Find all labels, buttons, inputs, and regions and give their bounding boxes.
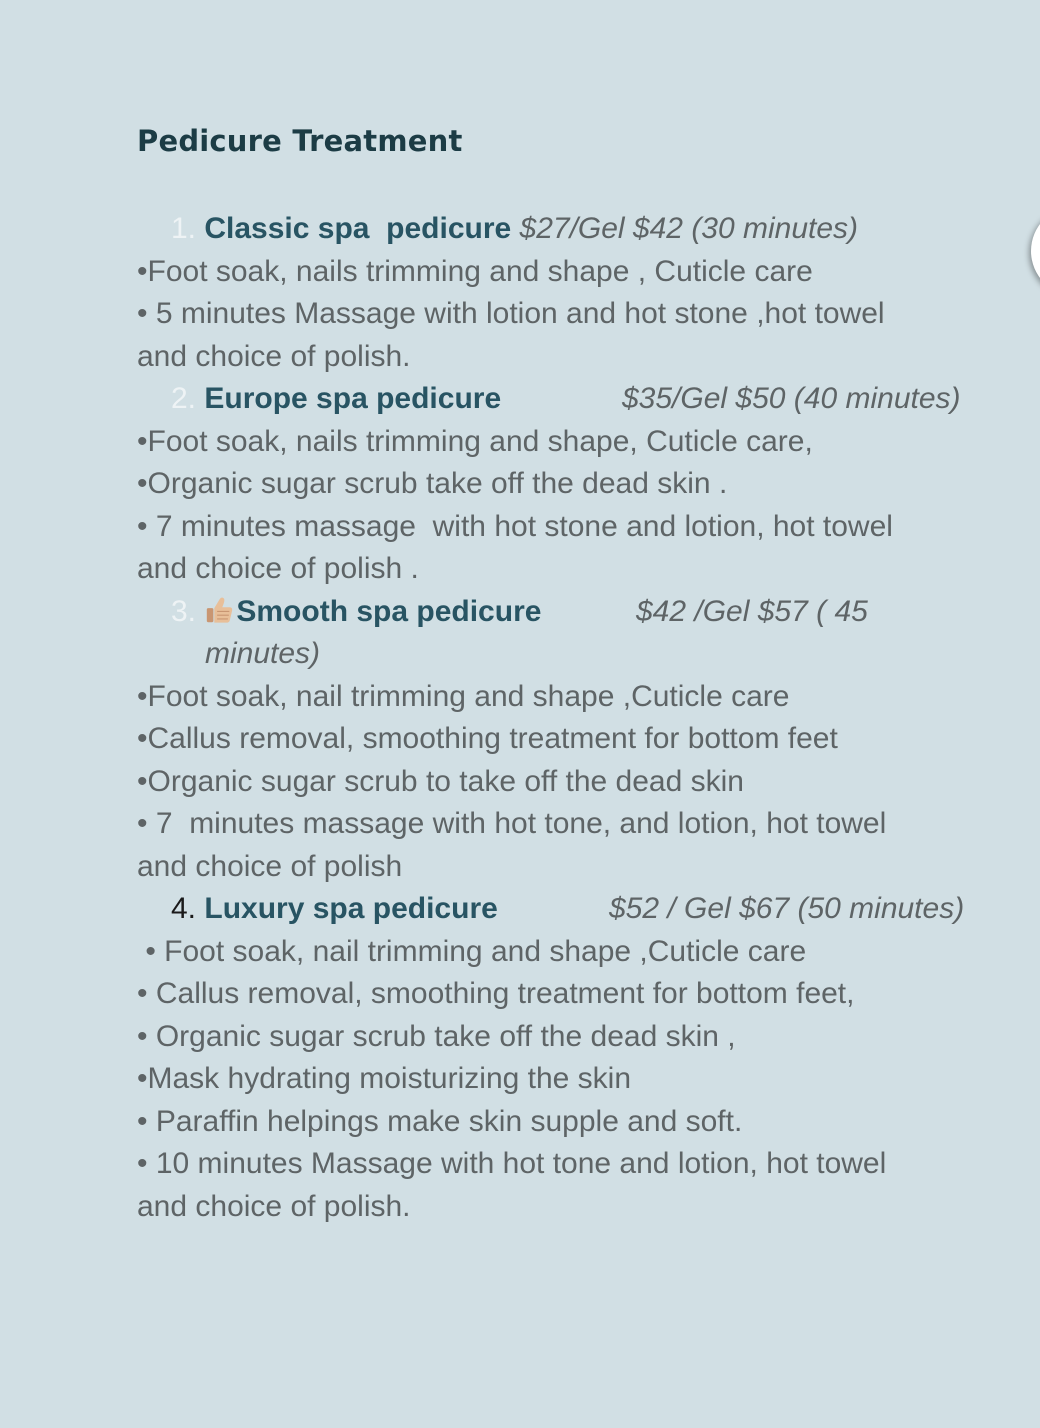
treatment-price-continued: minutes) bbox=[205, 637, 321, 670]
treatment-detail: •Organic sugar scrub to take off the dead skin bbox=[137, 764, 744, 798]
treatment-name: Luxury spa pedicure bbox=[204, 892, 498, 925]
treatment-name: Smooth spa pedicure bbox=[236, 594, 542, 628]
thumbs-up-icon bbox=[204, 595, 234, 625]
treatment-number: 4. bbox=[171, 892, 197, 925]
treatment-title-luxury bbox=[137, 888, 1017, 931]
treatment-detail: • 7 minutes massage with hot tone, and lotion, hot towel bbox=[137, 807, 887, 840]
treatment-title-classic bbox=[137, 208, 1017, 251]
treatment-detail: •Mask hydrating moisturizing the skin bbox=[137, 1062, 632, 1095]
page-title: Pedicure Treatment bbox=[137, 124, 463, 158]
treatment-price: $27/Gel $42 (30 minutes) bbox=[511, 212, 859, 245]
treatment-number: 3. bbox=[171, 594, 197, 628]
treatment-detail: • Organic sugar scrub take off the dead skin , bbox=[137, 1019, 736, 1053]
treatment-price: $42 /Gel $57 ( 45 bbox=[636, 594, 868, 628]
treatment-detail: • 7 minutes massage with hot stone and lotion, hot towel bbox=[137, 509, 893, 543]
treatment-detail: •Foot soak, nails trimming and shape, Cuticle care, bbox=[137, 424, 813, 458]
floating-action-button[interactable] bbox=[1031, 206, 1040, 296]
treatment-title-smooth bbox=[137, 591, 1017, 634]
treatment-detail: and choice of polish. bbox=[137, 339, 411, 373]
treatment-detail: and choice of polish . bbox=[137, 552, 419, 585]
treatment-detail: • 5 minutes Massage with lotion and hot stone ,hot towel bbox=[137, 297, 885, 330]
treatment-price: $52 / Gel $67 (50 minutes) bbox=[609, 892, 965, 925]
treatment-number: 1. bbox=[171, 212, 197, 245]
treatment-name: Europe spa pedicure bbox=[204, 382, 502, 415]
treatment-detail: • Callus removal, smoothing treatment for bottom feet, bbox=[137, 977, 855, 1010]
treatment-detail: • Foot soak, nail trimming and shape ,Cuticle care bbox=[137, 934, 807, 968]
treatment-detail: •Callus removal, smoothing treatment for bottom feet bbox=[137, 722, 838, 755]
treatment-title-europe bbox=[137, 378, 1017, 421]
treatment-name: Classic spa pedicure bbox=[204, 212, 512, 245]
treatment-detail: •Organic sugar scrub take off the dead skin . bbox=[137, 467, 728, 500]
treatment-detail: • Paraffin helpings make skin supple and soft. bbox=[137, 1104, 743, 1138]
treatment-detail: and choice of polish. bbox=[137, 1189, 411, 1223]
treatment-detail: •Foot soak, nail trimming and shape ,Cuticle care bbox=[137, 679, 790, 713]
treatment-detail: •Foot soak, nails trimming and shape , Cuticle care bbox=[137, 254, 813, 288]
treatment-detail: • 10 minutes Massage with hot tone and lotion, hot towel bbox=[137, 1147, 887, 1180]
treatment-price: $35/Gel $50 (40 minutes) bbox=[622, 382, 961, 415]
treatment-number: 2. bbox=[171, 382, 197, 415]
treatment-detail: and choice of polish bbox=[137, 849, 403, 883]
treatment-list bbox=[137, 208, 1017, 1228]
